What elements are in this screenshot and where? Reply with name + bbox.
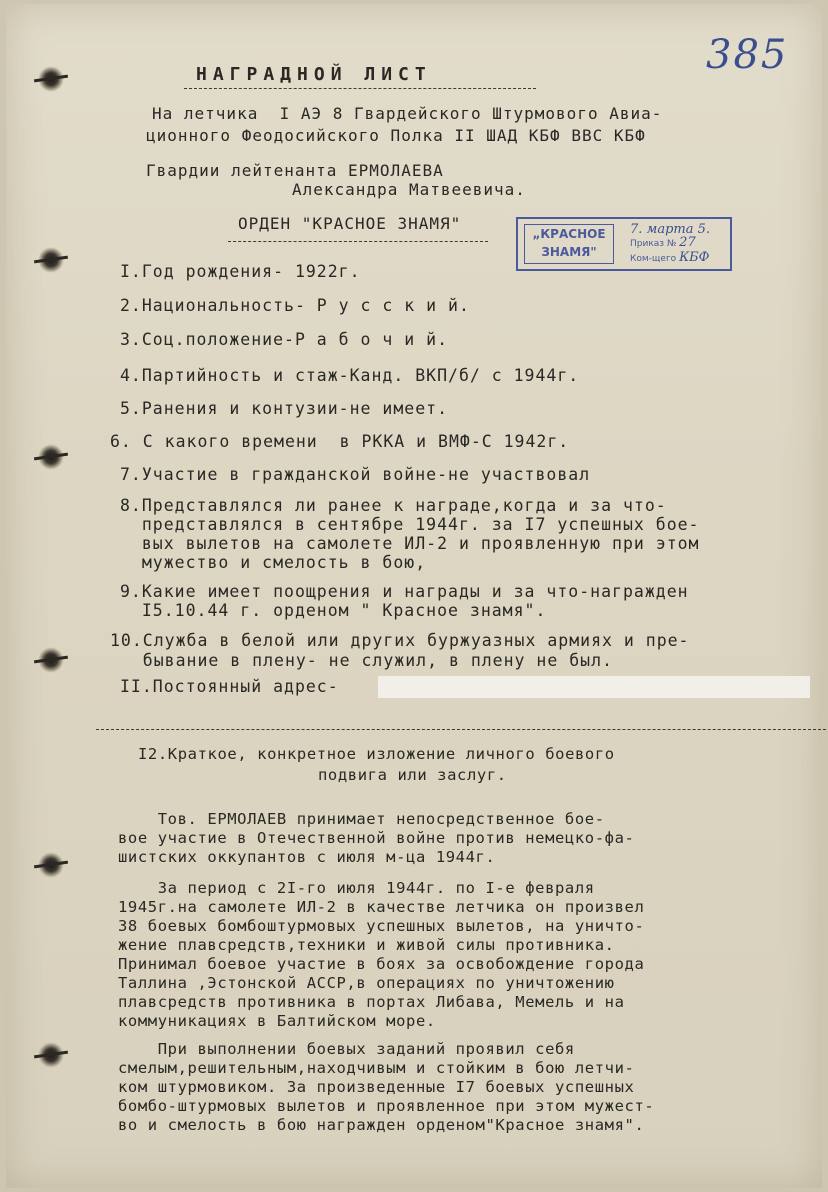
body-paragraph-line: во и смелость в бою награжден орденом"Красное знамя". (118, 1116, 645, 1134)
body-paragraph-line: Тов. ЕРМОЛАЕВ принимает непосредственное боe- (118, 810, 605, 828)
body-paragraph-line: шистских оккупантов с июля м-ца 1944г. (118, 848, 496, 866)
body-paragraph-line: Принимал боевое участие в боях за освобождение города (118, 955, 645, 973)
body-paragraph-line: 1945г.на самолете ИЛ-2 в качестве летчика он произвел (118, 898, 645, 916)
stamp-order-label: Приказ № (630, 239, 677, 249)
body-paragraph-line: вое участие в Отечественной войне против немецко-фа- (118, 829, 635, 847)
body-paragraph-line: 38 боевых бомбоштурмовых успешных вылетов, на уничто- (118, 917, 645, 935)
punch-hole (38, 247, 64, 273)
punch-hole (38, 66, 64, 92)
item-previous-awards-cont: представлялся в сентябре 1944г. за I7 успешных бое- (120, 515, 700, 534)
stamp-award-box (524, 224, 614, 264)
stamp-order-details (630, 223, 726, 266)
body-paragraph-line: смелым,решительным,находчивым и стойким в бою летчи- (118, 1059, 635, 1077)
body-paragraph-line: ком штурмовиком. За произведенные I7 боевых успешных (118, 1078, 635, 1096)
title-underline (184, 88, 536, 89)
award-order-title: ОРДЕН "КРАСНОЕ ЗНАМЯ" (238, 214, 462, 233)
section-heading-cont: подвига или заслуг. (318, 766, 507, 784)
body-paragraph-line: При выполнении боевых заданий проявил себя (118, 1040, 575, 1058)
body-paragraph-line: За период с 2I-го июля 1944г. по I-е февраля (118, 879, 595, 897)
stamp-award-line-1: „КРАСНОЕ (532, 227, 606, 241)
name-line-1: Гвардии лейтенанта ЕРМОЛАЕВА (146, 161, 444, 180)
item-decorations: 9.Какие имеет поощрения и награды и за что-награжден (120, 582, 689, 601)
item-address: II.Постоянный адрес- (120, 677, 339, 696)
item-decorations-cont: I5.10.44 г. орденом " Красное знамя". (120, 601, 547, 620)
item-birth-year: I.Год рождения- 1922г. (120, 262, 361, 281)
section-heading: I2.Краткое, конкретное изложение личного боевого (138, 745, 615, 763)
item-nationality: 2.Национальность- Р у с с к и й. (120, 296, 470, 315)
item-white-army: 10.Служба в белой или других буржуазных армиях и пре- (110, 631, 690, 650)
stamp-order-number: 27 (679, 235, 696, 250)
name-line-2: Александра Матвеевича. (292, 180, 526, 199)
punch-hole (38, 1042, 64, 1068)
punch-hole (38, 444, 64, 470)
item-previous-awards-cont: мужество и смелость в бою, (120, 553, 427, 572)
stamp-commander-label: Ком-щего (630, 254, 677, 264)
item-civil-war: 7.Участие в гражданской войне-не участвовал (120, 465, 591, 484)
subject-line-1: На летчика I АЭ 8 Гвардейского Штурмового Авиа- (152, 104, 663, 123)
body-paragraph-line: Таллина ,Эстонской АССР,в операциях по уничтожению (118, 974, 615, 992)
item-party: 4.Партийность и стаж-Канд. ВКП/б/ с 1944г. (120, 366, 580, 385)
stamp-date: 7. марта 5. (630, 222, 710, 237)
document-sheet (6, 4, 822, 1188)
item-white-army-cont: бывание в плену- не служил, в плену не был. (110, 651, 613, 670)
punch-hole (38, 647, 64, 673)
stamp-award-line-2: ЗНАМЯ" (541, 245, 597, 259)
body-paragraph-line: коммуникациях в Балтийском море. (118, 1012, 436, 1030)
body-paragraph-line: жение плавсредств,техники и живой силы противника. (118, 936, 615, 954)
document-title: НАГРАДНОЙ ЛИСТ (196, 64, 432, 85)
item-previous-awards: 8.Представлялся ли ранее к награде,когда и за что- (120, 496, 667, 515)
item-previous-awards-cont: вых вылетов на самолете ИЛ-2 и проявленную при этом (120, 534, 700, 553)
body-paragraph-line: плавсредств противника в портах Либава, Мемель и на (118, 993, 625, 1011)
redacted-address (378, 676, 810, 698)
item-wounds: 5.Ранения и контузии-не имеет. (120, 399, 449, 418)
approval-stamp (516, 217, 732, 271)
body-paragraph-line: бомбо-штурмовых вылетов и проявленное при этом мужест- (118, 1097, 655, 1115)
item-social-status: 3.Соц.положение-Р а б о ч и й. (120, 330, 449, 349)
order-underline (228, 241, 488, 242)
stamp-commander-hand: КБФ (679, 250, 710, 265)
punch-hole (38, 852, 64, 878)
archive-number: 385 (706, 32, 789, 78)
item-service-since: 6. С какого времени в РККА и ВМФ-С 1942г. (110, 432, 570, 451)
subject-line-2: ционного Феодосийского Полка II ШАД КБФ ВВС КБФ (146, 126, 646, 145)
section-separator (96, 729, 826, 730)
